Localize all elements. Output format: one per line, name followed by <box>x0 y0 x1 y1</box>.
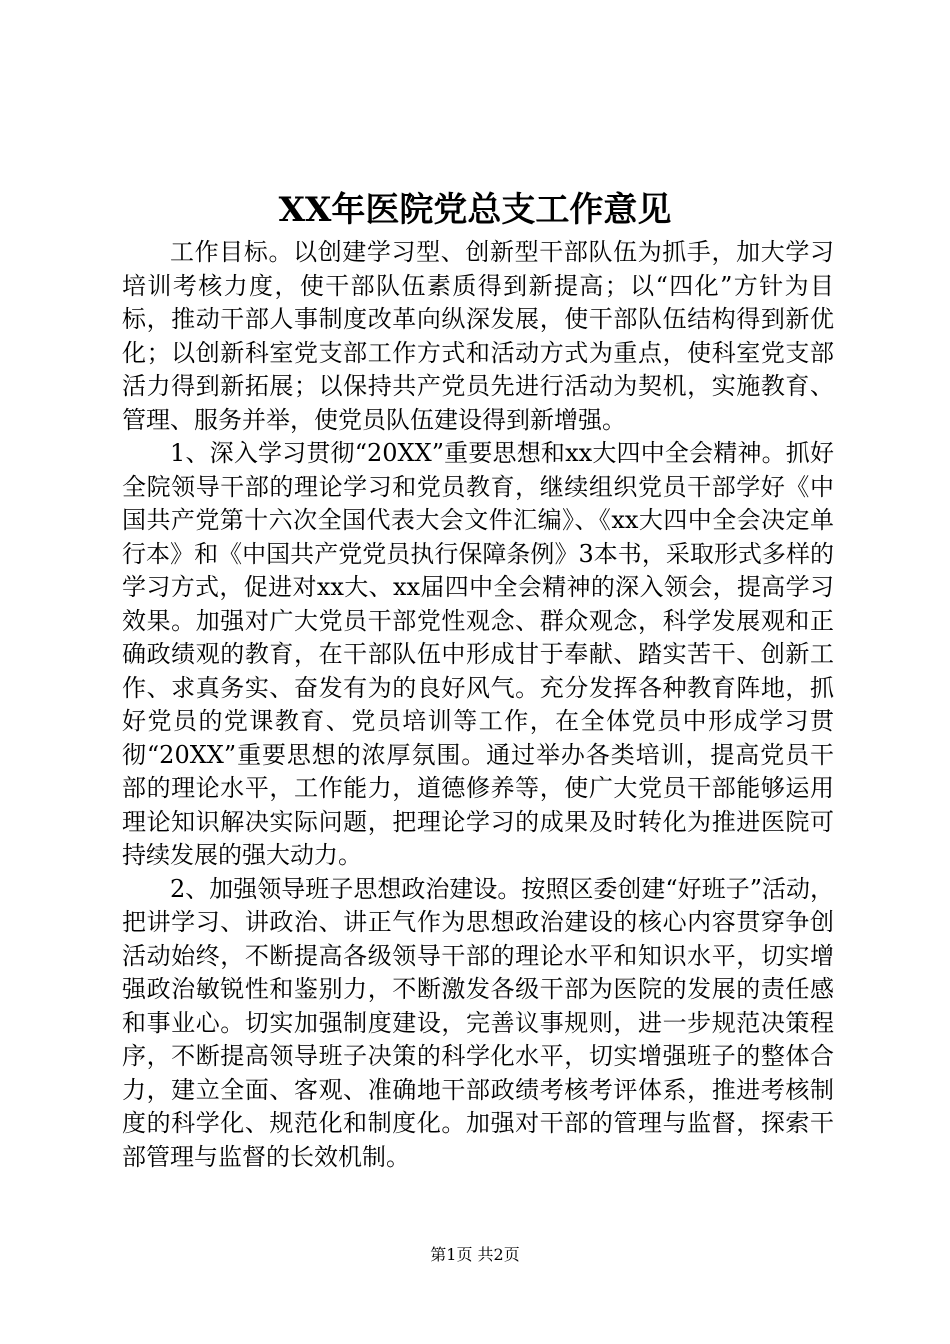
page-number: 第1页 共2页 <box>430 1245 520 1264</box>
paragraph-item-1: 1、深入学习贯彻“20XX”重要思想和xx大四中全会精神。抓好全院领导干部的理论学习和党员教育，继续组织党员干部学好《中国共产党第十六次全国代表大会文件汇编》、《xx大四中全会决定单行本》和《中国共产党党员执行保障条例》3本书，采取形式多样的学习方式，促进对xx大、xx届四中全会精神的深入领会，提高学习效果。加强对广大党员干部党性观念、群众观念，科学发展观和正确政绩观的教育，在干部队伍中形成甘于奉献、踏实苦干、创新工作、求真务实、奋发有为的良好风气。充分发挥各种教育阵地，抓好党员的党课教育、党员培训等工作，在全体党员中形成学习贯彻“20XX”重要思想的浓厚氛围。通过举办各类培训，提高党员干部的理论水平，工作能力，道德修养等，使广大党员干部能够运用理论知识解决实际问题，把理论学习的成果及时转化为推进医院可持续发展的强大动力。 <box>122 439 834 869</box>
document-title: XX年医院党总支工作意见 <box>278 190 672 230</box>
paragraph-goals: 工作目标。以创建学习型、创新型干部队伍为抓手，加大学习培训考核力度，使干部队伍素质得到新提高；以“四化”方针为目标，推动干部人事制度改革向纵深发展，使干部队伍结构得到新优化；以创新科室党支部工作方式和活动方式为重点，使科室党支部活力得到新拓展；以保持共产党员先进行活动为契机，实施教育、管理、服务并举，使党员队伍建设得到新增强。 <box>122 238 834 434</box>
document-body <box>122 236 834 1174</box>
paragraph-item-2: 2、加强领导班子思想政治建设。按照区委创建“好班子”活动，把讲学习、讲政治、讲正气作为思想政治建设的核心内容贯穿争创活动始终，不断提高各级领导干部的理论水平和知识水平，切实增强政治敏锐性和鉴别力，不断激发各级干部为医院的发展的责任感和事业心。切实加强制度建设，完善议事规则，进一步规范决策程序，不断提高领导班子决策的科学化水平，切实增强班子的整体合力，建立全面、客观、准确地干部政绩考核考评体系，推进考核制度的科学化、规范化和制度化。加强对干部的管理与监督，探索干部管理与监督的长效机制。 <box>122 874 834 1171</box>
